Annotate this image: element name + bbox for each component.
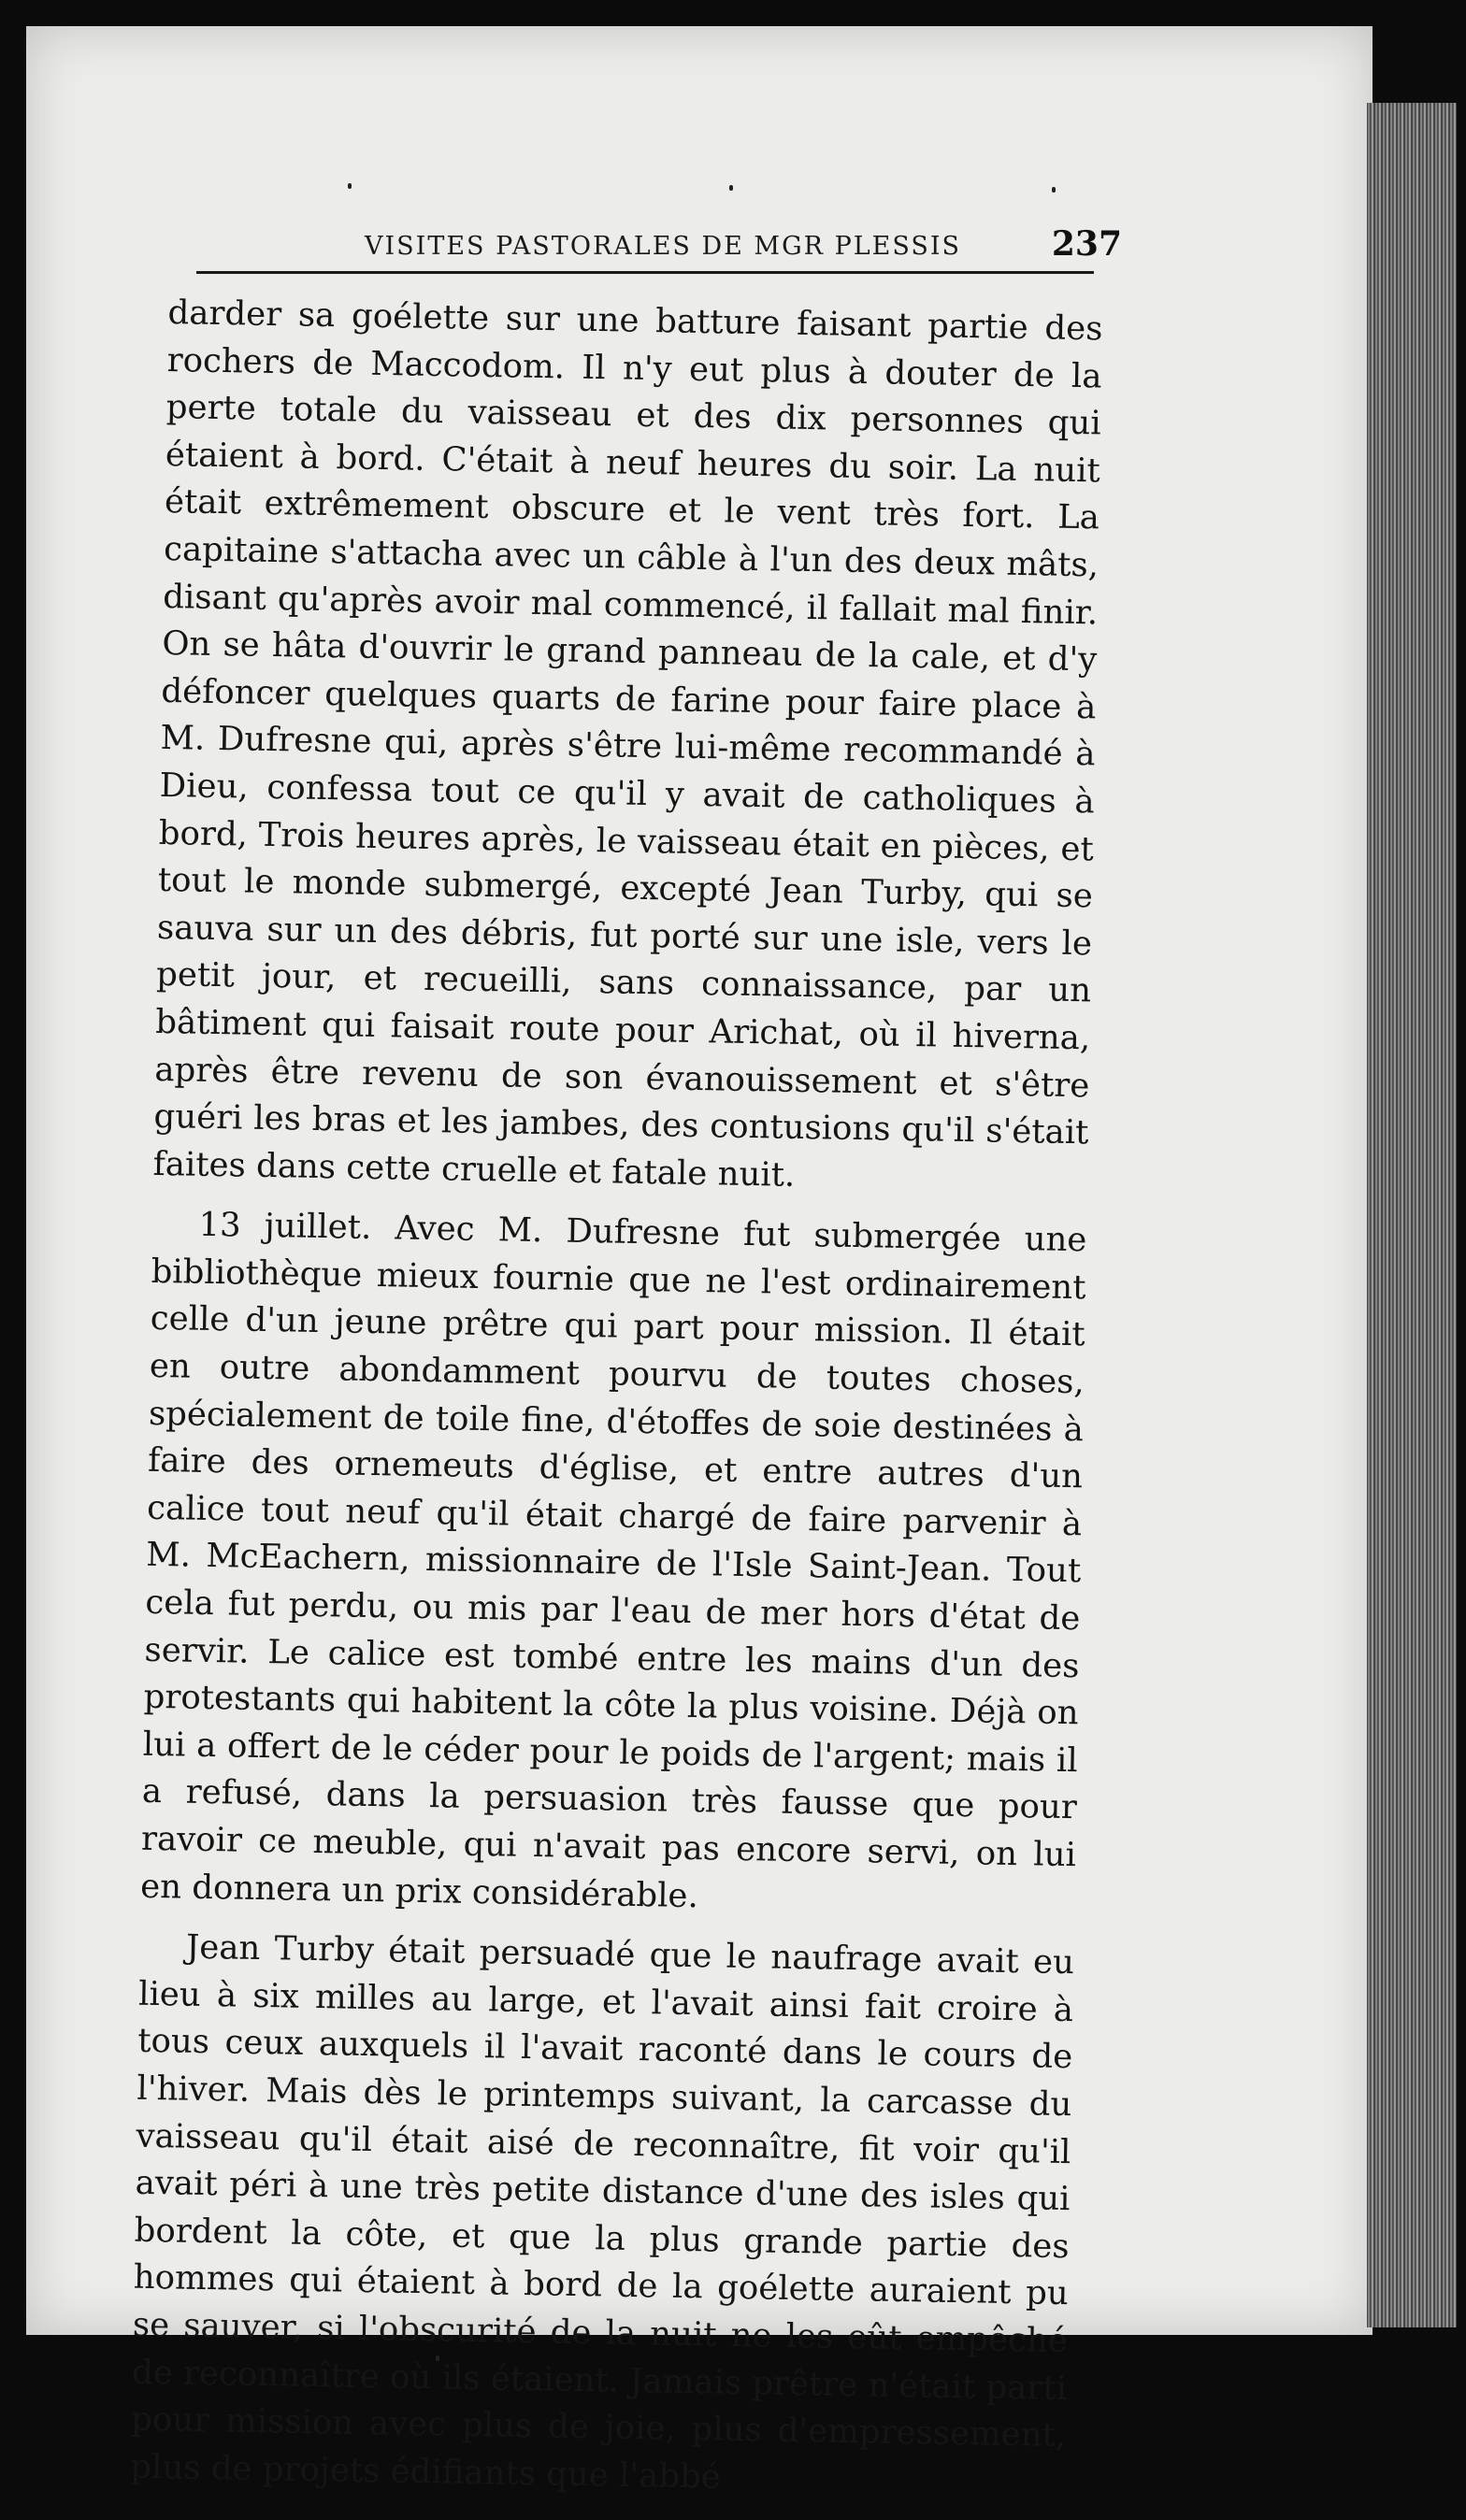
- paragraph-1: darder sa goélette sur une batture faisant partie des rochers de Maccodom. Il n'y eut plus à douter de la perte totale du vaisseau et des dix personnes qui étaient à bord. C'était à neuf heures du soir. La nuit était extrêmement obscure et le vent très fort. La capitaine s'attacha avec un câble à l'un des deux mâts, disant qu'après avoir mal commencé, il fallait mal finir. On se hâta d'ouvrir le grand panneau de la cale, et d'y défoncer quelques quarts de farine pour faire place à M. Dufresne qui, après s'être lui-même recommandé à Dieu, confessa tout ce qu'il y avait de catholiques à bord, Trois heures après, le vaisseau était en pièces, et tout le monde submergé, excepté Jean Turby, qui se sauva sur un des débris, fut porté sur une isle, vers le petit jour, et recueilli, sans connaissance, par un bâtiment qui faisait route pour Arichat, où il hiverna, après être revenu de son évanouissement et s'être guéri les bras et les jambes, des contusions qu'il s'était faites dans cette cruelle et fatale nuit.: [152, 293, 1103, 1195]
- page-edges: [1367, 103, 1457, 2327]
- paragraph-2: 13 juillet. Avec M. Dufresne fut submergée une bibliothèque mieux fournie que ne l'est ordinairement celle d'un jeune prêtre qui part pour mission. Il était en outre abondamment pourvu de toutes choses, spécialement de toile fine, d'étoffes de soie destinées à faire des ornemeuts d'église, et entre autres d'un calice tout neuf qu'il était chargé de faire parvenir à M. McEachern, missionnaire de l'Isle Saint-Jean. Tout cela fut perdu, ou mis par l'eau de mer hors d'état de servir. Le calice est tombé entre les mains d'un des protestants qui habitent la côte la plus voisine. Déjà on lui a offert de le céder pour le poids de l'argent; mais il a refusé, dans la persuasion très fausse que pour ravoir ce meuble, qui n'avait pas encore servi, on lui en donnera un prix considérable.: [139, 1206, 1087, 1915]
- header-rule: [196, 271, 1094, 274]
- running-head: VISITES PASTORALES DE MGR PLESSIS: [365, 232, 962, 261]
- page-number: 237: [1051, 224, 1122, 264]
- paragraph-3: Jean Turby était persuadé que le naufrage avait eu lieu à six milles au large, et l'avait ainsi fait croire à tous ceux auxquels il l'avait raconté dans le cours de l'hiver. Mais dès le printemps suivant, la carcasse du vaisseau qu'il était aisé de reconnaître, fit voir qu'il avait péri à une très petite distance d'une des isles qui bordent la côte, et que la plus grande partie des hommes qui étaient à bord de la goélette auraient pu se sauver, si l'obscurité de la nuit ne les eût empêché de reconnaître où ils étaient. Jamais prêtre n'était parti pour mission avec plus de joie, plus d'empressement, plus de projets édifiants que l'abbé: [129, 1927, 1075, 2497]
- body-text: [130, 290, 1103, 2520]
